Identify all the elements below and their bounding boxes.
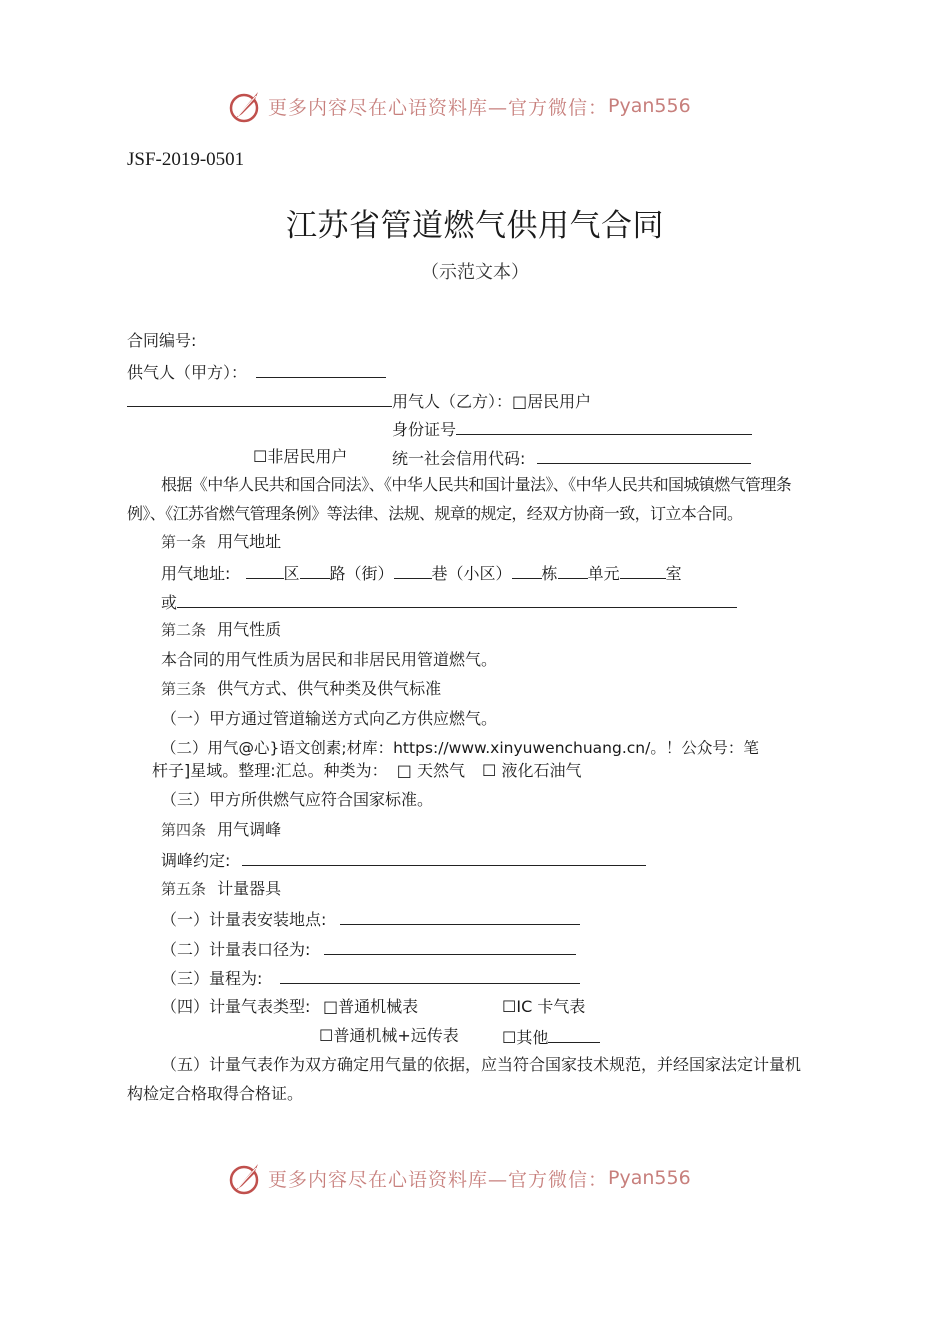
banner-text: 更多内容尽在心语资料库—官方微信： — [268, 96, 609, 119]
credit-code-label: 统一社会信用代码: — [392, 449, 526, 468]
building-label: 栋 — [541, 564, 558, 583]
meter-range-field[interactable] — [280, 967, 580, 984]
district-label: 区 — [283, 564, 300, 583]
document-code: JSF-2019-0501 — [127, 149, 245, 170]
footer-banner-wechat-id: Pyan556 — [608, 1167, 691, 1189]
road-label: 路（街） — [329, 564, 394, 583]
meter-type-label: （四）计量气表类型: — [161, 997, 311, 1016]
footer-banner-text: 更多内容尽在心语资料库—官方微信： — [268, 1168, 609, 1191]
meter-caliber-field[interactable] — [324, 938, 576, 955]
address-label: 用气地址: — [161, 564, 231, 583]
article-3-item-3: （三）甲方所供燃气应符合国家标准。 — [161, 790, 434, 809]
meter-caliber-label: （二）计量表口径为: — [161, 940, 311, 959]
article-1-heading — [161, 532, 281, 552]
article-2-number: 第二条 — [161, 621, 207, 639]
document-subtitle: （示范文本） — [421, 262, 529, 283]
address-alt-row — [161, 591, 737, 613]
preamble-line-1: 根据《中华人民共和国合同法》、《中华人民共和国计量法》、《中华人民共和国城镇燃气管理条 — [161, 475, 792, 494]
article-4-title: 用气调峰 — [217, 820, 282, 839]
article-5-title: 计量器具 — [217, 879, 282, 898]
article-5-item-5-line-2: 构检定合格取得合格证。 — [127, 1084, 304, 1103]
remote-meter-option[interactable]: ☐普通机械+远传表 — [319, 1026, 459, 1045]
article-5-number: 第五条 — [161, 880, 207, 898]
article-3-number: 第三条 — [161, 680, 207, 698]
unit-field[interactable] — [558, 562, 588, 579]
meter-location-row — [161, 908, 580, 930]
id-number-row — [392, 418, 752, 440]
header-banner — [228, 86, 691, 126]
other-meter-option[interactable]: ☐其他 — [502, 1028, 549, 1047]
address-row — [161, 562, 682, 584]
room-field[interactable] — [620, 562, 666, 579]
meter-range-label: （三）量程为: — [161, 969, 263, 988]
document-title: 江苏省管道燃气供用气合同 — [286, 208, 664, 244]
article-1-title: 用气地址 — [217, 532, 282, 551]
article-2-heading — [161, 620, 281, 640]
supplier-name-line[interactable] — [127, 390, 392, 407]
banner-wechat-id: Pyan556 — [608, 95, 691, 117]
peak-regulation-field[interactable] — [242, 849, 646, 866]
supplier-field[interactable] — [256, 361, 386, 378]
non-resident-option[interactable]: ☐非居民用户 — [253, 447, 348, 466]
quill-logo-icon — [228, 1160, 264, 1196]
article-3-item-2-line-2 — [152, 761, 581, 781]
district-field[interactable] — [246, 562, 284, 579]
lpg-option[interactable]: ☐ 液化石油气 — [482, 761, 582, 780]
article-2-text: 本合同的用气性质为居民和非居民用管道燃气。 — [161, 650, 498, 669]
article-5-item-5-line-1: （五）计量气表作为双方确定用气量的依据，应当符合国家技术规范，并经国家法定计量机 — [161, 1055, 802, 1074]
address-alt-field[interactable] — [177, 591, 737, 608]
article-3-heading — [161, 679, 441, 699]
article-5-heading — [161, 879, 281, 899]
footer-banner — [228, 1158, 691, 1198]
quill-logo-icon — [228, 88, 264, 124]
peak-regulation-row — [161, 849, 646, 871]
gas-type-label: 杆子]星域。整理:汇总。种类为： — [152, 761, 388, 780]
user-label: 用气人（乙方）： — [392, 392, 513, 411]
credit-code-row — [392, 447, 751, 469]
article-3-item-2-line-1: （二）用气@心}语文创素;材库：https://www.xinyuwenchuang.cn/。！公众号：笔 — [161, 739, 759, 757]
supplier-label: 供气人（甲方）： — [127, 363, 248, 382]
supplier-row — [127, 361, 386, 383]
article-3-title: 供气方式、供气种类及供气标准 — [217, 679, 442, 698]
article-1-number: 第一条 — [161, 533, 207, 551]
user-row — [127, 390, 591, 412]
road-field[interactable] — [300, 562, 330, 579]
lane-label: 巷（小区） — [431, 564, 512, 583]
credit-code-field[interactable] — [537, 447, 751, 464]
article-4-number: 第四条 — [161, 821, 207, 839]
contract-number-label: 合同编号: — [127, 331, 197, 350]
article-3-item-1: （一）甲方通过管道输送方式向乙方供应燃气。 — [161, 709, 498, 728]
address-or-label: 或 — [161, 593, 178, 612]
id-number-label: 身份证号 — [392, 420, 457, 439]
preamble-line-2: 例》、《江苏省燃气管理条例》等法律、法规、规章的规定，经双方协商一致，订立本合同。 — [127, 504, 743, 523]
unit-label: 单元 — [587, 564, 620, 583]
room-label: 室 — [665, 564, 682, 583]
meter-range-row — [161, 967, 580, 989]
meter-caliber-row — [161, 938, 576, 960]
article-2-title: 用气性质 — [217, 620, 282, 639]
ic-card-meter-option[interactable]: ☐IC 卡气表 — [502, 997, 586, 1016]
other-meter-field[interactable] — [548, 1026, 600, 1043]
lane-field[interactable] — [394, 562, 432, 579]
meter-location-field[interactable] — [340, 908, 580, 925]
natural-gas-option[interactable]: □ 天然气 — [396, 761, 465, 780]
resident-option[interactable]: □居民用户 — [512, 392, 592, 411]
other-meter-row — [502, 1026, 600, 1048]
mechanical-meter-option[interactable]: □普通机械表 — [323, 997, 419, 1016]
article-4-heading — [161, 820, 281, 840]
building-field[interactable] — [512, 562, 542, 579]
peak-regulation-label: 调峰约定: — [161, 851, 231, 870]
id-number-field[interactable] — [456, 418, 752, 435]
meter-location-label: （一）计量表安装地点: — [161, 910, 327, 929]
